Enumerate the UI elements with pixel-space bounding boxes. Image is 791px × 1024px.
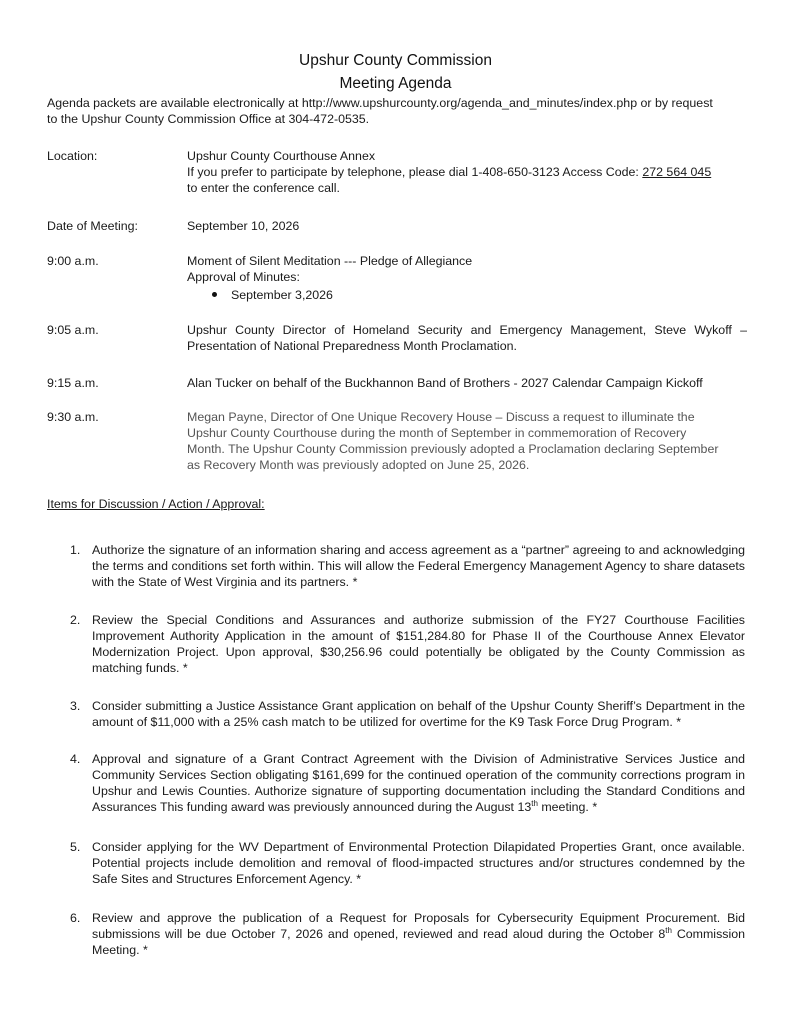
item-text-main: Review and approve the publication of a Request for Proposals for Cybersecurity Equipment Procurement. Bid submissions will be due October 7, 2026 and opened, reviewed and read aloud during the October 8 (92, 911, 745, 941)
item-number: 5. (70, 840, 81, 854)
schedule-line: Approval of Minutes: (187, 270, 300, 284)
schedule-item-body (187, 322, 747, 354)
item-text (92, 910, 745, 958)
item-text-main: Approval and signature of a Grant Contract Agreement with the Division of Administrative Services Justice and Community Services Section obligating $161,699 for the continued operation of the community corrections program in Upshur and Lewis Counties. Authorize signature of supporting documentation including the Standard Conditions and Assurances This funding award was previously announced during the August 13 (92, 752, 745, 814)
item-text: Authorize the signature of an information sharing and access agreement as a “partner” agreeing to and acknowledging the terms and conditions set forth within. This will allow the Federal Emergency Management Agency to share datasets with the State of West Virginia and its partners. * (92, 543, 745, 589)
schedule-line: as Recovery Month was previously adopted on June 25, 2026. (187, 458, 530, 472)
intro-line-2: to the Upshur County Commission Office at 304-472-0535. (47, 112, 370, 126)
item-text: Consider applying for the WV Department of Environmental Protection Dilapidated Properties Grant, once available. Potential projects include demolition and removal of flood-impacted structures and/or structures condemned by the Safe Sites and Structures Enforcement Agency. * (92, 840, 745, 886)
section-heading: Items for Discussion / Action / Approval: (47, 497, 265, 511)
location-phone-tail: to enter the conference call. (187, 181, 340, 195)
schedule-line: Moment of Silent Meditation --- Pledge of Allegiance (187, 254, 473, 268)
schedule-line: Upshur County Courthouse during the month of September in commemoration of Recovery (187, 426, 687, 440)
schedule-time: 9:30 a.m. (47, 410, 99, 424)
item-text-tail: meeting. * (537, 800, 598, 814)
ordinal-suffix: th (665, 925, 672, 935)
item-number: 4. (70, 752, 81, 766)
minutes-date: September 3,2026 (231, 288, 333, 302)
item-number: 3. (70, 699, 81, 713)
date-label: Date of Meeting: (47, 219, 138, 233)
page-subtitle: Meeting Agenda (339, 75, 452, 92)
page-title: Upshur County Commission (299, 52, 492, 69)
schedule-time: 9:15 a.m. (47, 376, 99, 390)
intro-line-1: Agenda packets are available electronically at http://www.upshurcounty.org/agenda_and_minutes/index.php or by request (47, 96, 713, 110)
location-body (187, 148, 747, 196)
schedule-line: Upshur County Director of Homeland Security and Emergency Management, Steve Wykoff – (187, 323, 747, 337)
item-text: Consider submitting a Justice Assistance Grant application on behalf of the Upshur County Sheriff’s Department in the amount of $11,000 with a 25% cash match to be utilized for overtime for the K9 Task Force Drug Program. * (92, 699, 745, 729)
minutes-bullet-item (212, 287, 333, 303)
access-code-link[interactable]: 272 564 045 (642, 165, 712, 179)
location-phone-line (187, 164, 747, 180)
schedule-line: Presentation of National Preparedness Month Proclamation. (187, 339, 517, 353)
item-text: Review the Special Conditions and Assurances and authorize submission of the FY27 Courthouse Facilities Improvement Authority Application in the amount of $151,284.80 for Phase II of the Courthouse Annex Elevator Modernization Project. Upon approval, $30,256.96 could potentially be obligated by the County Commission as matching funds. * (92, 613, 745, 675)
intro-paragraph (47, 95, 752, 127)
item-number: 6. (70, 911, 81, 925)
item-text-tail: Commission Meeting. * (92, 927, 745, 957)
date-value: September 10, 2026 (187, 219, 300, 233)
location-phone-text: If you prefer to participate by telephone, please dial 1-408-650-3123 Access Code: (187, 165, 643, 179)
bullet-icon (212, 292, 217, 297)
item-number: 1. (70, 543, 81, 557)
schedule-line: Month. The Upshur County Commission previously adopted a Proclamation declaring September (187, 442, 719, 456)
schedule-line: Megan Payne, Director of One Unique Recovery House – Discuss a request to illuminate the (187, 410, 695, 424)
item-text (92, 751, 745, 815)
schedule-item-body (187, 409, 747, 473)
schedule-time: 9:00 a.m. (47, 254, 99, 268)
schedule-item-body (187, 253, 747, 285)
location-label: Location: (47, 149, 98, 163)
ordinal-suffix: th (531, 798, 538, 808)
item-number: 2. (70, 613, 81, 627)
schedule-line: Alan Tucker on behalf of the Buckhannon Band of Brothers - 2027 Calendar Campaign Kickoff (187, 376, 703, 390)
schedule-time: 9:05 a.m. (47, 323, 99, 337)
location-place: Upshur County Courthouse Annex (187, 149, 376, 163)
